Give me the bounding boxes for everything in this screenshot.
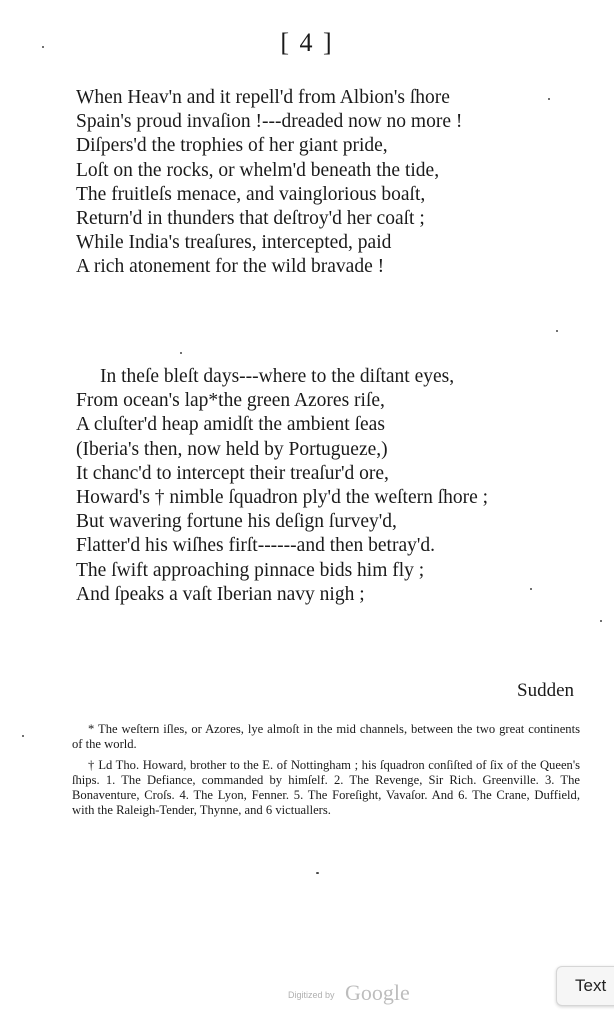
footnotes [72, 722, 580, 824]
poem-line: While India's treaſures, intercepted, paid [76, 232, 392, 254]
poem-line: In theſe bleſt days---where to the diſtant eyes, [100, 366, 455, 387]
poem-line: (Iberia's then, now held by Portugueze,) [76, 438, 388, 460]
scan-speck [42, 46, 44, 48]
poem-line: Spain's proud invaſion !---dreaded now no more ! [76, 111, 463, 133]
stanza-2 [76, 365, 576, 607]
scan-speck [316, 872, 319, 874]
poem-line: Howard's † nimble ſquadron ply'd the weſtern ſhore ; [76, 487, 489, 509]
poem-line: And ſpeaks a vaſt Iberian navy nigh ; [76, 583, 365, 605]
poem-line: It chanc'd to intercept their treaſur'd ore, [76, 462, 389, 484]
poem-line: Diſpers'd the trophies of her giant pride, [76, 135, 388, 157]
google-wordmark: Google [345, 980, 410, 1005]
scan-speck [600, 620, 602, 622]
poem-line: The fruitleſs menace, and vainglorious boaſt, [76, 183, 426, 205]
poem-line: A rich atonement for the wild bravade ! [76, 256, 385, 278]
footnote-azores: * The weſtern iſles, or Azores, lye almoſt in the mid channels, between the two great continents of the world. [72, 722, 580, 751]
poem-line: When Heav'n and it repell'd from Albion's ſhore [76, 87, 450, 108]
footnote-howard: † Ld Tho. Howard, brother to the E. of Nottingham ; his ſquadron conſiſted of ſix of the Queen's ſhips. 1. The Defiance, commanded by himſelf. 2. The Revenge, Sir Rich. Greenville. 3. The Bonaventure, Croſs. 4. The Lyon, Fenner. 5. The Foreſight, Vavaſor. And 6. The Crane, Duffield, with the Raleigh-Tender, Thynne, and 6 victuallers. [72, 758, 580, 817]
poem-line: Loſt on the rocks, or whelm'd beneath the tide, [76, 159, 440, 181]
poem-line: But wavering fortune his deſign ſurvey'd, [76, 511, 397, 533]
scan-speck [556, 330, 558, 332]
poem-line: Flatter'd his wiſhes firſt------and then betray'd. [76, 535, 435, 557]
scan-speck [530, 588, 532, 590]
catchword: Sudden [517, 680, 574, 701]
text-view-button[interactable]: Text [556, 966, 614, 1006]
scan-speck [180, 352, 182, 354]
poem-line: The ſwift approaching pinnace bids him fly ; [76, 559, 425, 581]
digitized-by-label: Digitized by [288, 990, 335, 1000]
poem-line: A cluſter'd heap amidſt the ambient ſeas [76, 414, 385, 436]
page-number: [ 4 ] [280, 28, 334, 57]
scan-speck [22, 735, 24, 737]
poem-line: From ocean's lap*the green Azores riſe, [76, 390, 385, 412]
poem-line: Return'd in thunders that deſtroy'd her coaſt ; [76, 208, 425, 230]
stanza-1 [76, 86, 576, 280]
scan-speck [548, 98, 550, 100]
